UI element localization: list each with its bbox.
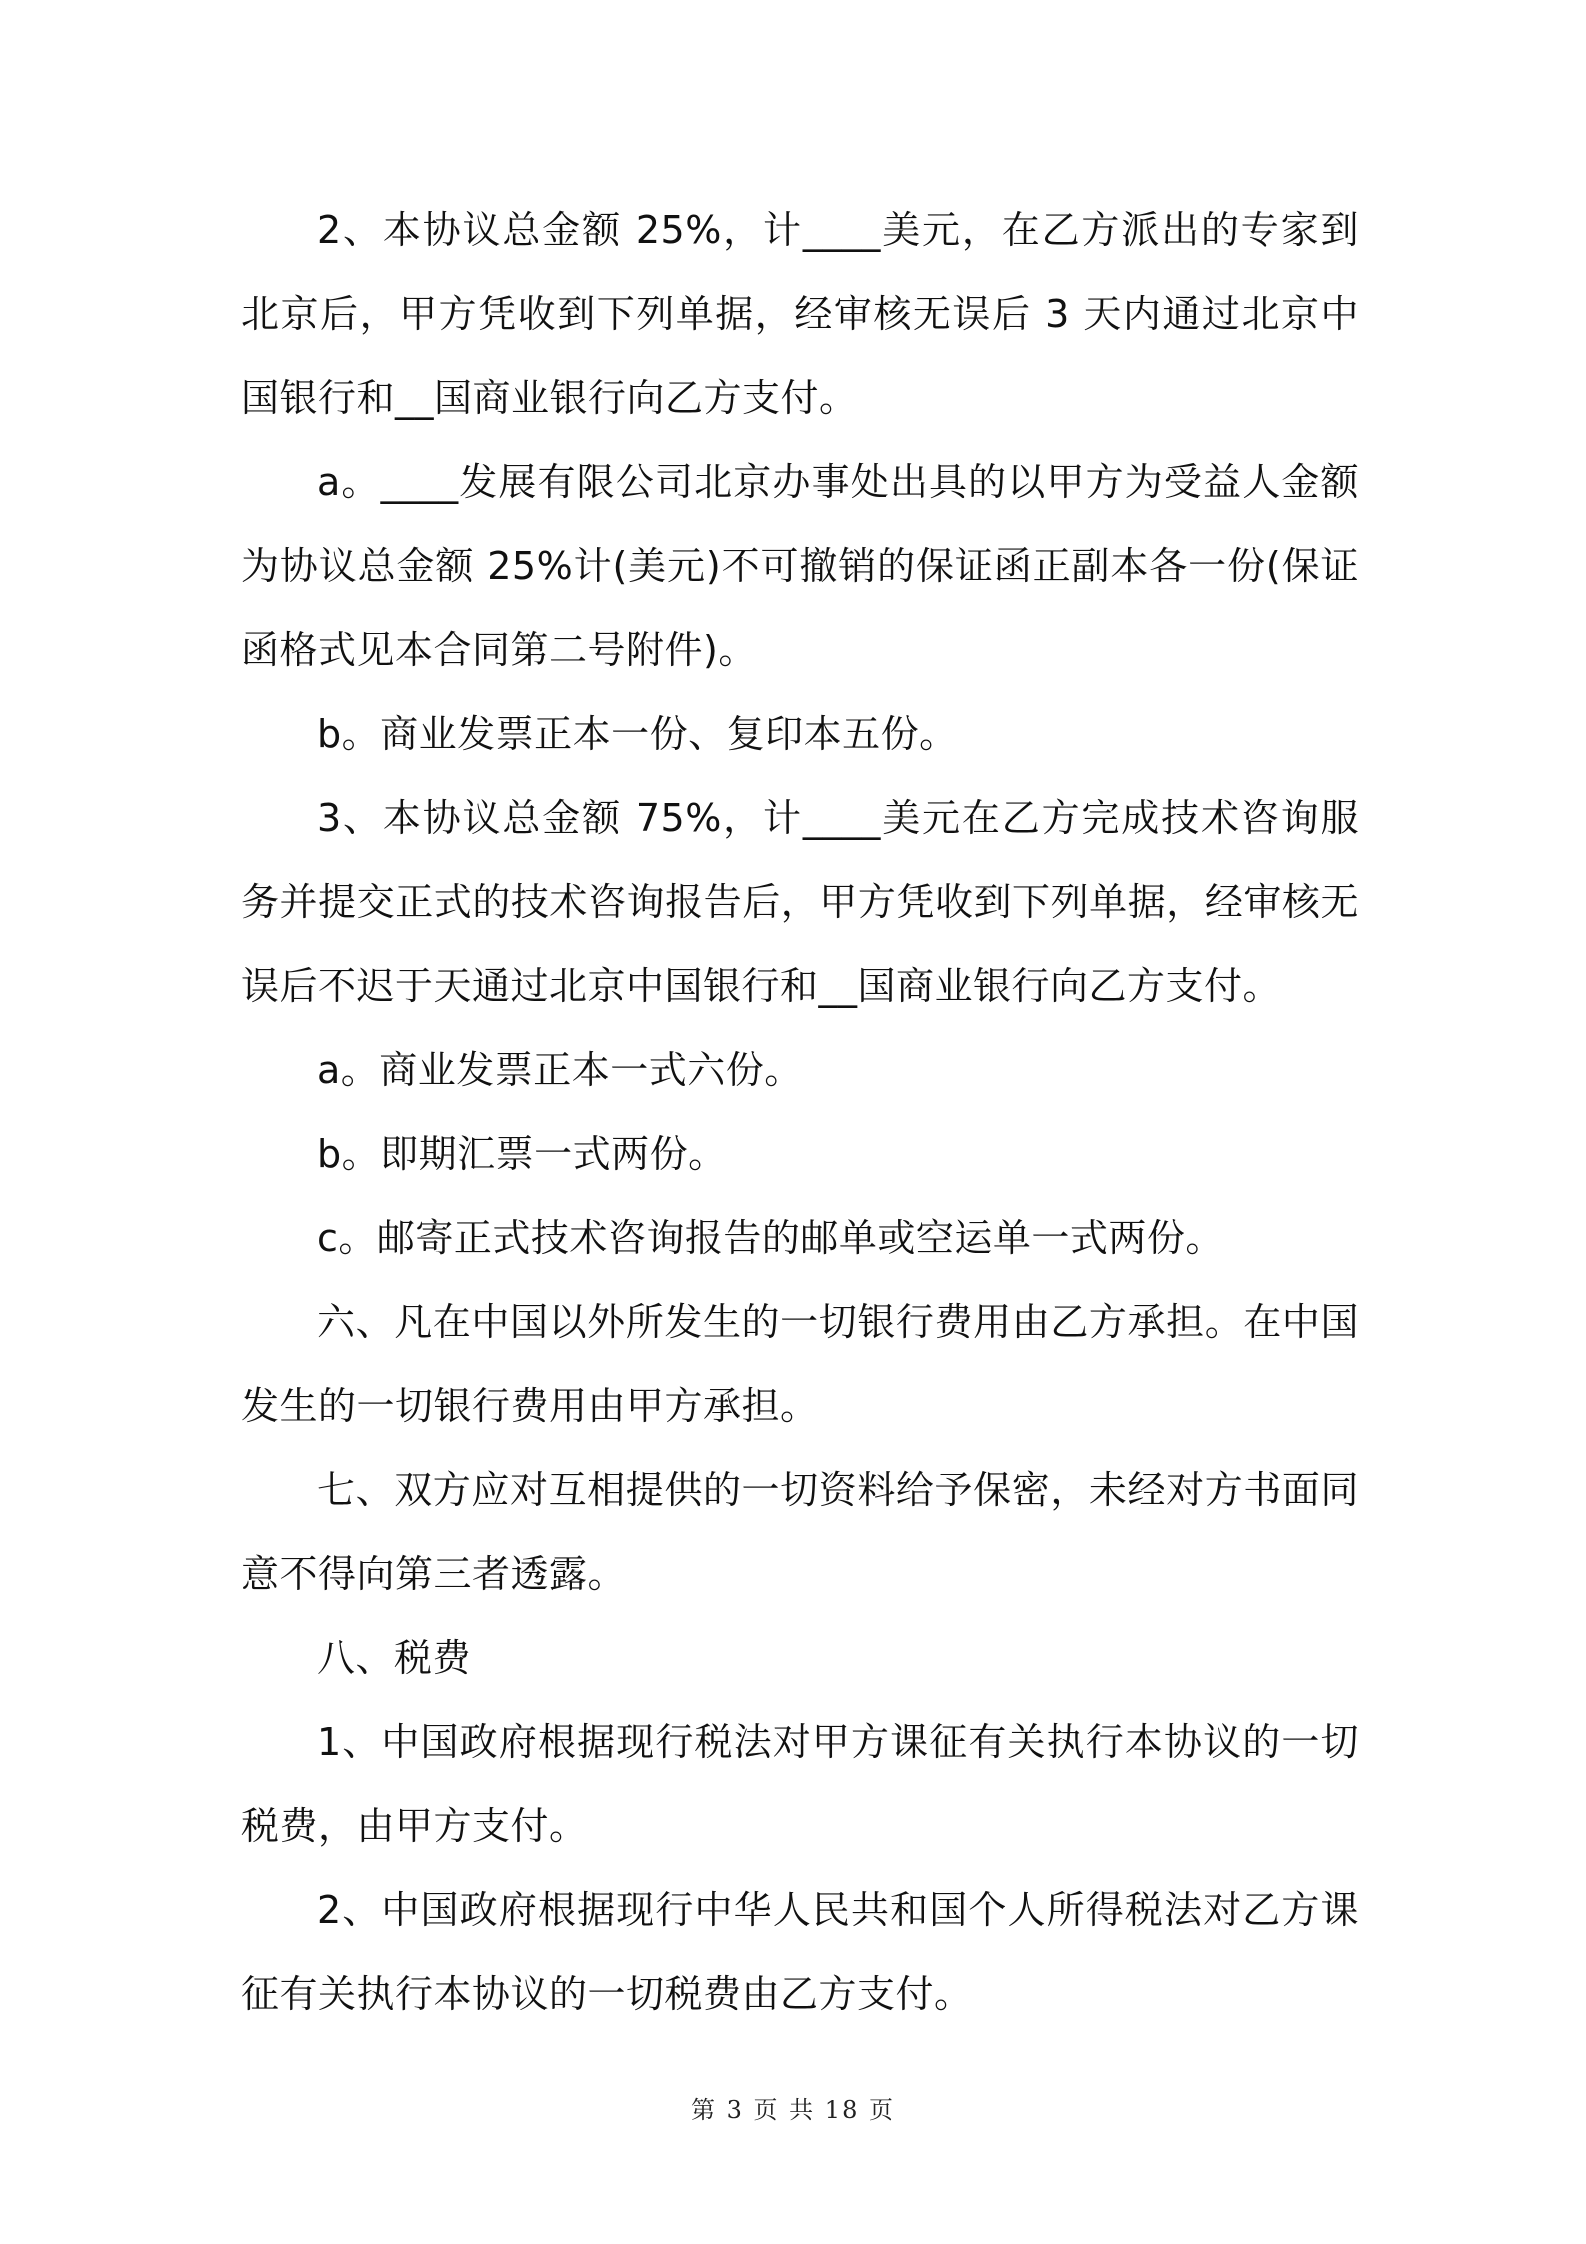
heading-clause-eight-taxes: 八、税费 bbox=[317, 1636, 472, 1680]
paragraph-tax-party-a: 1、中国政府根据现行税法对甲方课征有关执行本协议的一切税费，由甲方支付。 bbox=[241, 1720, 1359, 1848]
paragraph-tax-party-b: 2、中国政府根据现行中华人民共和国个人所得税法对乙方课征有关执行本协议的一切税费由乙方支付。 bbox=[241, 1888, 1359, 2016]
paragraph-item-a-invoice-six: a。商业发票正本一式六份。 bbox=[317, 1048, 803, 1092]
document-body bbox=[241, 188, 1359, 2036]
paragraph-payment-75: 3、本协议总金额 75%，计____美元在乙方完成技术咨询服务并提交正式的技术咨询报告后，甲方凭收到下列单据，经审核无误后不迟于天通过北京中国银行和__国商业银行向乙方支付。 bbox=[241, 796, 1359, 1008]
paragraph-item-b-invoice: b。商业发票正本一份、复印本五份。 bbox=[317, 712, 958, 756]
paragraph-item-b-draft: b。即期汇票一式两份。 bbox=[317, 1132, 727, 1176]
paragraph-payment-25: 2、本协议总金额 25%，计____美元，在乙方派出的专家到北京后，甲方凭收到下列单据，经审核无误后 3 天内通过北京中国银行和__国商业银行向乙方支付。 bbox=[241, 208, 1359, 420]
paragraph-item-a-guarantee: a。____发展有限公司北京办事处出具的以甲方为受益人金额为协议总金额 25%计(美元)不可撤销的保证函正副本各一份(保证函格式见本合同第二号附件)。 bbox=[241, 460, 1359, 672]
paragraph-clause-seven-confidentiality: 七、双方应对互相提供的一切资料给予保密，未经对方书面同意不得向第三者透露。 bbox=[241, 1468, 1359, 1596]
paragraph-clause-six-bank-fees: 六、凡在中国以外所发生的一切银行费用由乙方承担。在中国发生的一切银行费用由甲方承担。 bbox=[241, 1300, 1359, 1428]
paragraph-item-c-waybill: c。邮寄正式技术咨询报告的邮单或空运单一式两份。 bbox=[317, 1216, 1224, 1260]
page-number-footer: 第 3 页 共 18 页 bbox=[691, 2096, 895, 2124]
